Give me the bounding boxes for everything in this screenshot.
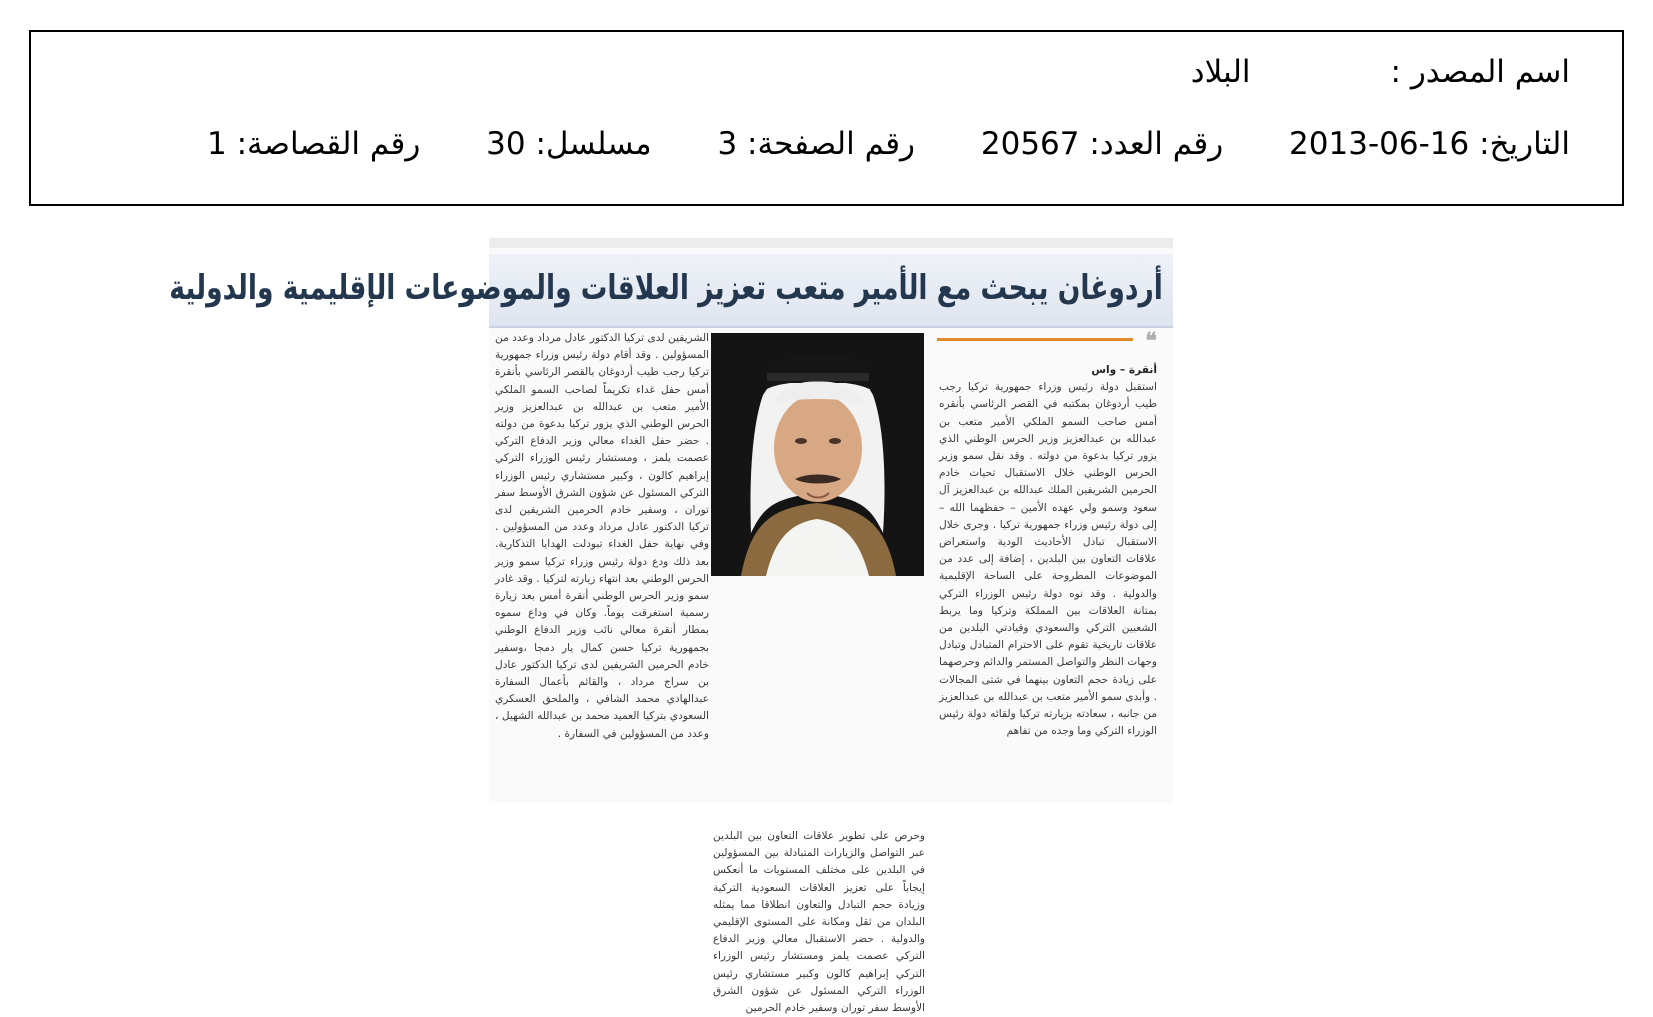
clipping-metadata-box bbox=[29, 30, 1624, 206]
serial-value: 30 bbox=[486, 126, 526, 162]
source-line bbox=[1191, 54, 1570, 90]
source-value: البلاد bbox=[1190, 54, 1251, 90]
page-label: رقم الصفحة: bbox=[747, 126, 916, 162]
article-dateline: أنقرة – واس bbox=[1091, 364, 1157, 376]
issue-label: رقم العدد: bbox=[1089, 126, 1224, 162]
page-value: 3 bbox=[717, 126, 738, 162]
date-label: التاريخ: bbox=[1479, 126, 1570, 162]
article-column-middle bbox=[713, 828, 925, 1017]
article-column-left bbox=[495, 330, 709, 743]
source-label: اسم المصدر : bbox=[1390, 54, 1570, 90]
portrait-photo bbox=[711, 333, 924, 576]
column-left-text: الشريفين لدى تركيا الدكتور عادل مرداد وعدد من المسؤولين . وقد أقام دولة رئيس وزراء جمهورية تركيا رجب طيب أردوغان بالقصر الرئاسي بأنقرة أمس حفل غداء تكريماً لصاحب السمو الملكي الأمير متعب بن عبدالله بن عبدالعزيز وزير الحرس الوطني الذي يزور تركيا بدعوة من دولته . حضر حفل الغداء معالي وزير الدفاع التركي عصمت يلمز ، ومستشار رئيس الوزراء التركي إبراهيم كالون ، وكبير مستشاري رئيس الوزراء التركي المسئول عن شؤون الشرق الأوسط سفر توران ، وسفير خادم الحرمين الشريفين لدى تركيا الدكتور عادل مرداد وعدد من المسؤولين . وفي نهاية حفل الغداء تبودلت الهدايا التذكارية. بعد ذلك ودع دولة رئيس وزراء تركيا سمو وزير الحرس الوطني بعد انتهاء زيارته لتركيا . وقد غادر سمو وزير الحرس الوطني أنقرة أمس بعد زيارة رسمية استغرقت يوماً. وكان في وداع سموه بمطار أنقرة معالي نائب وزير الدفاع الوطني بجمهورية تركيا حسن كمال يار دمجا ،وسفير خادم الحرمين الشريفين لدى تركيا الدكتور عادل بن سراج مرداد ، والقائم بأعمال السفارة عبدالهادي محمد الشافي ، والملحق العسكري السعودي بتركيا العميد محمد بن عبدالله الشهيل ، وعدد من المسؤولين في السفارة . bbox=[495, 332, 709, 740]
serial-label: مسلسل: bbox=[535, 126, 652, 162]
orange-rule bbox=[937, 338, 1133, 341]
newspaper-clipping bbox=[169, 238, 1173, 1015]
column-right-text: استقبل دولة رئيس وزراء جمهورية تركيا رجب طيب أردوغان بمكتبه في القصر الرئاسي بأنقره أمس صاحب السمو الملكي الأمير متعب بن عبدالله بن عبدالعزيز وزير الحرس الوطني الذي يزور تركيا بدعوة من دولته . وقد نقل سمو وزير الحرس الوطني خلال الاستقبال تحيات خادم الحرمين الشريفين الملك عبدالله بن عبدالعزيز آل سعود وسمو ولي عهده الأمين – حفظهما الله – إلى دولة رئيس وزراء جمهورية تركيا . وجرى خلال الاستقبال تبادل الأحاديث الودية واستعراض علاقات التعاون بين البلدين ، إضافة إلى عدد من الموضوعات المطروحة على الساحة الإقليمية والدولية . وقد نوه دولة رئيس الوزراء التركي بمتانة العلاقات بين المملكة وتركيا وما يربط الشعبين التركي والسعودي وقيادتي البلدين من علاقات تاريخية تقوم على الاحترام المتبادل وتبادل وجهات النظر والتواصل المستمر والدائم وحرصهما على زيادة حجم التعاون بينهما في شتى المجالات . وأبدى سمو الأمير متعب بن عبدالله بن عبدالعزيز من جانبه ، سعادته بزيارته تركيا ولقائه دولة رئيس الوزراء التركي وما وجده من تفاهم bbox=[939, 381, 1157, 738]
column-middle-text: وحرص على تطوير علاقات التعاون بين البلدين عبر التواصل والزيارات المتبادلة بين المسؤولين في البلدين على مختلف المستويات ما أنعكس إيجاباً على تعزيز العلاقات السعودية التركية وزيادة حجم التبادل والتعاون انطلاقا مما يمثله البلدان من ثقل ومكانة على المستوى الإقليمي والدولية . حضر الاستقبال معالي وزير الدفاع التركي عصمت يلمز ومستشار رئيس الوزراء التركي إبراهيم كالون وكبير مستشاري رئيس الوزراء التركي المسئول عن شؤون الشرق الأوسط سفر توران وسفير خادم الحرمين bbox=[713, 830, 925, 1015]
quote-mark-icon: ❝ bbox=[1145, 328, 1157, 354]
article-column-right bbox=[939, 362, 1157, 740]
issue-value: 20567 bbox=[980, 126, 1080, 162]
clipping-top-bar bbox=[489, 238, 1173, 248]
article-headline: أردوغان يبحث مع الأمير متعب تعزيز العلاقات والموضوعات الإقليمية والدولية bbox=[169, 268, 1163, 308]
portrait-illustration bbox=[711, 333, 924, 576]
clip-label: رقم القصاصة: bbox=[236, 126, 421, 162]
headline-band bbox=[169, 254, 1173, 328]
details-line bbox=[207, 126, 1570, 162]
clip-value: 1 bbox=[206, 126, 227, 162]
date-value: 2013-06-16 bbox=[1289, 126, 1470, 162]
